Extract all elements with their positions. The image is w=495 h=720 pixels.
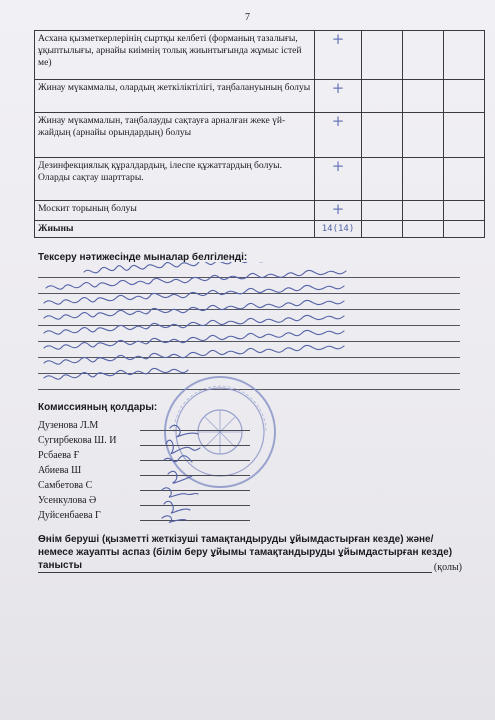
empty-cell — [403, 221, 444, 238]
handwriting-stroke — [44, 285, 344, 304]
criterion-mark — [315, 80, 362, 113]
table-row — [35, 113, 485, 158]
criterion-label: Асхана қызметкерлерінің сыртқы келбеті (форманың тазалығы, ұқыптылығы, арнайы киімнің толық жиынтығында жұмыс істей ме) — [35, 31, 315, 80]
signature-stroke — [162, 488, 198, 497]
empty-cell — [403, 31, 444, 80]
commission-title: Комиссияның қолдары: — [38, 402, 158, 413]
member-name: Сугирбекова Ш. И — [38, 435, 117, 446]
table-row — [35, 158, 485, 201]
signature-stroke — [164, 456, 192, 462]
empty-cell — [362, 31, 403, 80]
criterion-label: Жинау мүкаммалын, таңбалауды сақтауға арналған жеке үй-жайдың (арнайы орындардың) болуы — [35, 113, 315, 158]
criteria-table — [34, 30, 485, 238]
plus-mark: + — [331, 30, 345, 48]
empty-cell — [362, 113, 403, 158]
empty-cell — [362, 221, 403, 238]
signature-caption: (қолы) — [433, 562, 462, 573]
criterion-label: Москит торының болуы — [35, 201, 315, 221]
table-row — [35, 201, 485, 221]
empty-cell — [403, 80, 444, 113]
signature-stroke — [168, 471, 192, 483]
handwriting-stroke — [46, 270, 346, 289]
table-row-total — [35, 221, 485, 238]
results-title: Тексеру нәтижесінде мыналар белгіленді: — [38, 252, 248, 263]
empty-cell — [403, 113, 444, 158]
member-name: Усенкулова Ә — [38, 495, 97, 506]
empty-cell — [362, 158, 403, 201]
empty-cell — [444, 31, 485, 80]
member-name: Дуйсенбаева Г — [38, 510, 101, 521]
criterion-label: Дезинфекциялық құралдардың, ілеспе құжаттардың болуы. Оларды сақтау шарттары. — [35, 158, 315, 201]
empty-cell — [403, 158, 444, 201]
member-signatures — [150, 420, 230, 525]
criterion-mark — [315, 31, 362, 80]
total-label: Жиыны — [35, 221, 315, 238]
handwriting-stroke — [44, 330, 344, 349]
total-mark: 14(14) — [321, 224, 355, 234]
empty-cell — [444, 113, 485, 158]
criterion-label: Жинау мүкаммалы, олардың жеткіліктілігі, таңбалануының болуы — [35, 80, 315, 113]
empty-cell — [444, 201, 485, 221]
member-name: Самбетова С — [38, 480, 93, 491]
plus-mark: + — [331, 157, 345, 175]
empty-cell — [444, 158, 485, 201]
table-row — [35, 80, 485, 113]
producer-signature-line — [38, 562, 432, 573]
producer-acknowledgement: Өнім беруші (қызметті жеткізуші тамақтандыруды ұйымдастырған кезде) және/немесе жауапты аспаз (білім беру ұйымы тамақтандыруды ұйымдастырған кезде) танысты — [38, 534, 453, 571]
plus-mark: + — [331, 200, 345, 218]
table-row — [35, 31, 485, 80]
producer-signature-row — [38, 562, 462, 573]
member-name: Абиева Ш — [38, 465, 82, 476]
total-mark-cell — [315, 221, 362, 238]
handwriting-stroke — [44, 300, 344, 319]
empty-cell — [403, 201, 444, 221]
signature-stroke — [164, 501, 190, 513]
empty-cell — [362, 80, 403, 113]
criterion-mark — [315, 201, 362, 221]
handwriting-stroke — [44, 315, 344, 334]
member-name: Рсбаева Ғ — [38, 450, 80, 461]
page-number: 7 — [245, 12, 250, 23]
criterion-mark — [315, 113, 362, 158]
criterion-mark — [315, 158, 362, 201]
signature-stroke — [170, 425, 198, 437]
signature-stroke — [166, 440, 200, 453]
empty-cell — [444, 80, 485, 113]
empty-cell — [362, 201, 403, 221]
handwriting-stroke — [84, 262, 364, 273]
plus-mark: + — [331, 79, 345, 97]
handwriting-stroke — [44, 345, 344, 364]
empty-cell — [444, 221, 485, 238]
signature-stroke — [162, 516, 186, 523]
plus-mark: + — [331, 112, 345, 130]
member-name: Дузенова Л.М — [38, 420, 99, 431]
